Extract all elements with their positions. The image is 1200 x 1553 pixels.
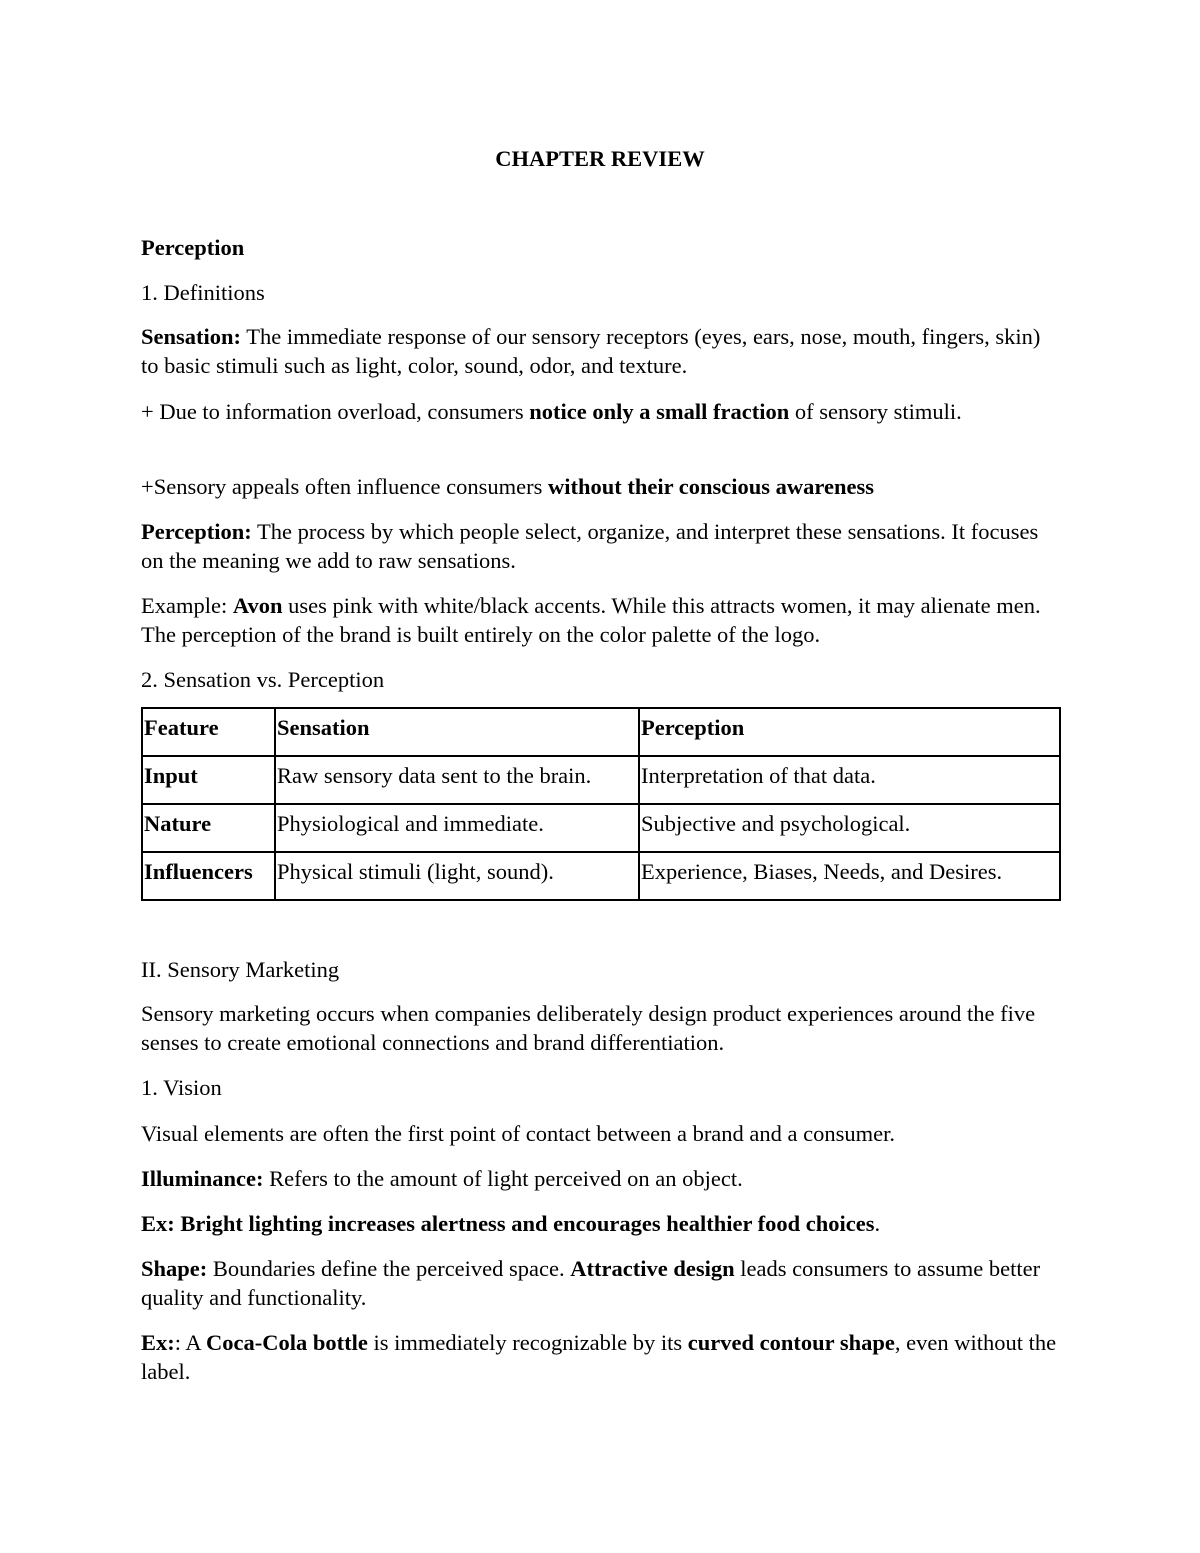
paragraph-avon-example: Example: Avon uses pink with white/black accents. While this attracts women, it may alienate men. The perception of the brand is built entirely on the color palette of the logo. (141, 593, 1041, 647)
table-row (142, 804, 1060, 852)
paragraph-shape: Shape: Boundaries define the perceived space. Attractive design leads consumers to assume better quality and functionality. (141, 1256, 1041, 1310)
table-cell: Raw sensory data sent to the brain. (275, 756, 639, 804)
subheading-sensation-vs-perception: 2. Sensation vs. Perception (141, 667, 385, 692)
paragraph-vision-intro: Visual elements are often the first point of contact between a brand and a consumer. (141, 1121, 896, 1146)
term-perception: Perception: (141, 519, 252, 544)
section-heading-perception: Perception (141, 235, 245, 260)
page-title: CHAPTER REVIEW (495, 146, 705, 171)
table-row (142, 852, 1060, 900)
paragraph-overload: + Due to information overload, consumers notice only a small fraction of sensory stimuli. (141, 399, 962, 424)
subheading-definitions: 1. Definitions (141, 280, 265, 305)
section-heading-sensory-marketing: II. Sensory Marketing (141, 957, 340, 982)
table-cell: Physical stimuli (light, sound). (275, 852, 639, 900)
table-cell: Influencers (142, 852, 275, 900)
table-row (142, 756, 1060, 804)
table-cell: Subjective and psychological. (639, 804, 1060, 852)
subheading-vision: 1. Vision (141, 1075, 222, 1100)
table-cell: Interpretation of that data. (639, 756, 1060, 804)
table-header-cell: Perception (639, 708, 1060, 756)
table-header-cell: Sensation (275, 708, 639, 756)
table-header-cell: Feature (142, 708, 275, 756)
paragraph-perception: Perception: The process by which people select, organize, and interpret these sensations. It focuses on the meaning we add to raw sensations. (141, 519, 1039, 573)
term-sensation: Sensation: (141, 324, 242, 349)
paragraph-sensory-appeals: +Sensory appeals often influence consumers without their conscious awareness (141, 474, 875, 499)
comparison-table (141, 707, 1061, 901)
term-illuminance: Illuminance: (141, 1166, 264, 1191)
paragraph-sensory-intro: Sensory marketing occurs when companies deliberately design product experiences around the five senses to create emotional connections and brand differentiation. (141, 1001, 1036, 1055)
table-cell: Physiological and immediate. (275, 804, 639, 852)
table-cell: Nature (142, 804, 275, 852)
table-cell: Experience, Biases, Needs, and Desires. (639, 852, 1060, 900)
term-shape: Shape: (141, 1256, 208, 1281)
table-cell: Input (142, 756, 275, 804)
paragraph-sensation: Sensation: The immediate response of our sensory receptors (eyes, ears, nose, mouth, fingers, skin) to basic stimuli such as light, color, sound, odor, and texture. (141, 324, 1041, 378)
paragraph-coca-cola-example: Ex:: A Coca-Cola bottle is immediately recognizable by its curved contour shape, even without the label. (141, 1330, 1057, 1384)
table-header-row (142, 708, 1060, 756)
paragraph-illuminance-example: Ex: Bright lighting increases alertness and encourages healthier food choices. (141, 1211, 881, 1236)
paragraph-illuminance: Illuminance: Refers to the amount of light perceived on an object. (141, 1166, 743, 1191)
